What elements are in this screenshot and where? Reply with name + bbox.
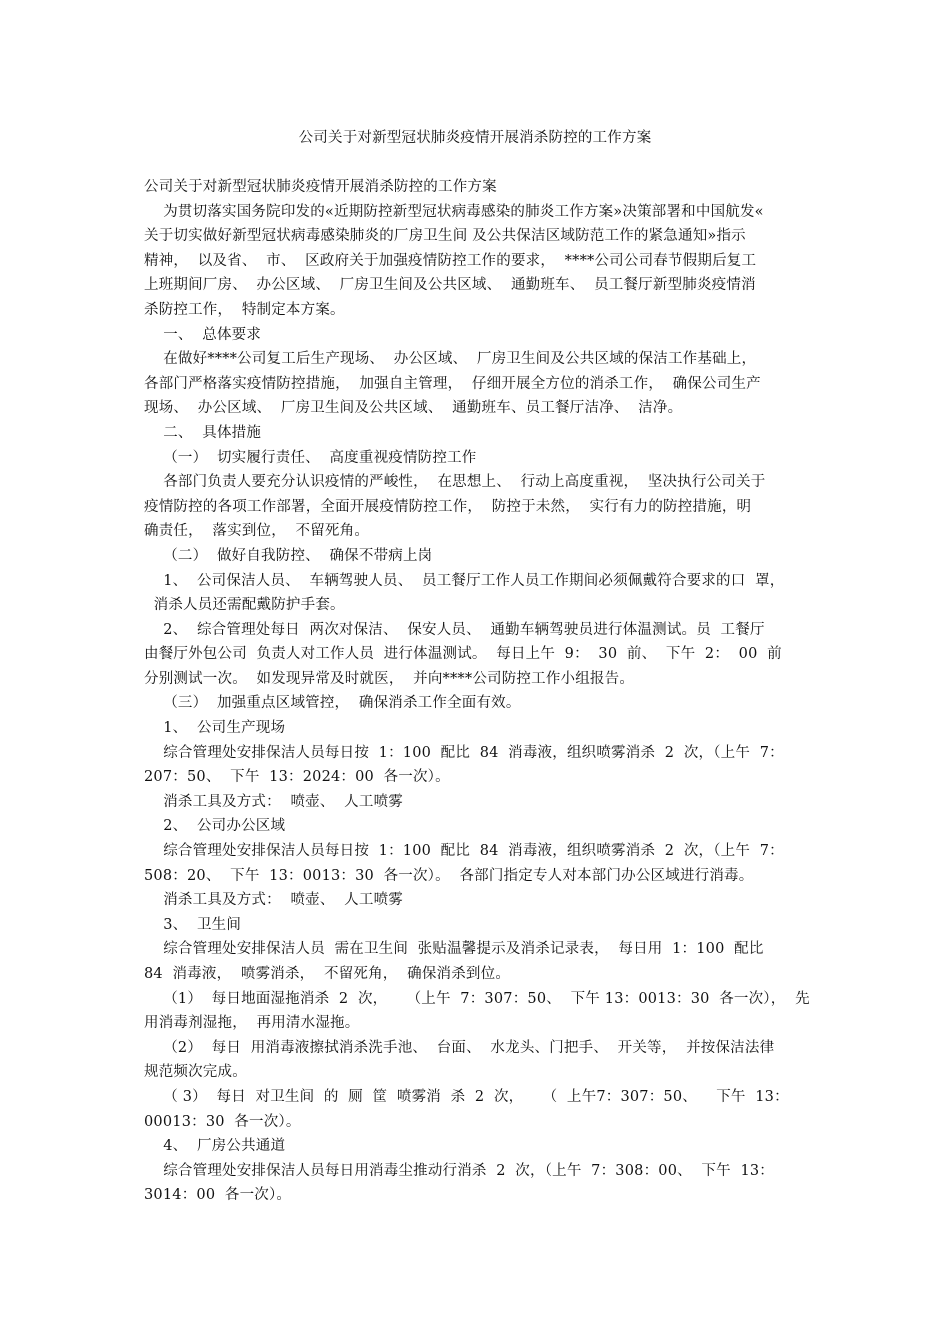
text-line: （三） 加强重点区域管控， 确保消杀工作全面有效。 bbox=[144, 695, 521, 712]
text-line: 消杀人员还需配戴防护手套。 bbox=[144, 597, 345, 614]
text-line: 消杀工具及方式： 喷壶、 人工喷雾 bbox=[144, 793, 403, 810]
text-line: 综合管理处安排保洁人员每日按 1：100 配比 84 消毒液，组织喷雾消杀 2 次，（上午 7： bbox=[144, 843, 784, 860]
text-line: 各部门负责人要充分认识疫情的严峻性， 在思想上、 行动上高度重视， 坚决执行公司关于 bbox=[144, 474, 766, 491]
text-line: 84 消毒液， 喷雾消杀， 不留死角， 确保消杀到位。 bbox=[144, 966, 511, 982]
text-line: 上班期间厂房、 办公区域、 厂房卫生间及公共区域、 通勤班车、 员工餐厅新型肺炎疫情消 bbox=[144, 277, 756, 294]
document-title: 公司关于对新型冠状肺炎疫情开展消杀防控的工作方案 bbox=[298, 130, 652, 146]
text-line: 综合管理处安排保洁人员每日用消毒尘推动行消杀 2 次，（上午 7：308：00、 下午 13： bbox=[144, 1162, 775, 1179]
text-line: 确责任， 落实到位， 不留死角。 bbox=[144, 523, 370, 540]
text-line: 公司关于对新型冠状肺炎疫情开展消杀防控的工作方案 bbox=[144, 179, 497, 195]
text-line: 3、 卫生间 bbox=[144, 916, 242, 933]
text-line: 杀防控工作， 特制定本方案。 bbox=[144, 301, 345, 318]
text-line: 综合管理处安排保洁人员 需在卫生间 张贴温馨提示及消杀记录表， 每日用 1：100 配比 bbox=[144, 941, 764, 958]
text-line: 2、 公司办公区域 bbox=[144, 818, 286, 835]
text-line: 疫情防控的各项工作部署，全面开展疫情防控工作， 防控于未然， 实行有力的防控措施，明 bbox=[144, 498, 752, 515]
text-line: （1） 每日地面湿拖消杀 2 次， （上午 7：307：50、 下午 13：0013：30 各一次）， 先 bbox=[144, 990, 810, 1007]
text-line: 为贯切落实国务院印发的«近期防控新型冠状病毒感染的肺炎工作方案»决策部署和中国航发« bbox=[144, 203, 764, 220]
text-line: 精神， 以及省、 市、 区政府关于加强疫情防控工作的要求， ****公司公司春节假期后复工 bbox=[144, 252, 757, 269]
text-line: 由餐厅外包公司 负责人对工作人员 进行体温测试。 每日上午 9： 30 前、 下午 2： 00 前 bbox=[144, 646, 782, 663]
text-line: 508：20、 下午 13：0013：30 各一次）。 各部门指定专人对本部门办公区域进行消毒。 bbox=[144, 867, 754, 884]
text-line: 1、 公司保洁人员、 车辆驾驶人员、 员工餐厅工作人员工作期间必须佩戴符合要求的口 罩， bbox=[144, 572, 785, 589]
text-line: （二） 做好自我防控、 确保不带病上岗 bbox=[144, 547, 433, 564]
text-line: 分别测试一次。 如发现异常及时就医， 并向****公司防控工作小组报告。 bbox=[144, 670, 635, 687]
text-line: 综合管理处安排保洁人员每日按 1：100 配比 84 消毒液，组织喷雾消杀 2 次，（上午 7： bbox=[144, 744, 784, 761]
text-line: 用消毒剂湿拖， 再用清水湿拖。 bbox=[144, 1015, 360, 1032]
text-line: （一） 切实履行责任、 高度重视疫情防控工作 bbox=[144, 449, 477, 466]
text-line: 二、 具体措施 bbox=[144, 424, 262, 441]
text-line: 207：50、 下午 13：2024：00 各一次）。 bbox=[144, 769, 450, 786]
text-line: 现场、 办公区域、 厂房卫生间及公共区域、 通勤班车、员工餐厅洁净、 洁净。 bbox=[144, 400, 683, 417]
text-line: （2） 每日 用消毒液擦拭消杀洗手池、 台面、 水龙头、门把手、 开关等， 并按保洁法律 bbox=[144, 1039, 775, 1056]
text-line: 关于切实做好新型冠状病毒感染肺炎的厂房卫生间 及公共保洁区域防范工作的紧急通知»指示 bbox=[144, 228, 746, 245]
text-line: 3014：00 各一次）。 bbox=[144, 1187, 292, 1204]
text-line: 2、 综合管理处每日 两次对保洁、 保安人员、 通勤车辆驾驶员进行体温测试。员 工餐厅 bbox=[144, 621, 765, 638]
text-line: 1、 公司生产现场 bbox=[144, 720, 286, 737]
text-line: 一、 总体要求 bbox=[144, 326, 262, 343]
text-line: 各部门严格落实疫情防控措施， 加强自主管理， 仔细开展全方位的消杀工作， 确保公司生产 bbox=[144, 375, 761, 392]
text-line: 00013：30 各一次）。 bbox=[144, 1113, 301, 1130]
text-line: 规范频次完成。 bbox=[144, 1064, 247, 1081]
text-line: （ 3） 每日 对卫生间 的 厕 筐 喷雾消 杀 2 次， （ 上午7：307：50、 下午 13： bbox=[144, 1088, 789, 1105]
text-line: 消杀工具及方式： 喷壶、 人工喷雾 bbox=[144, 892, 403, 909]
document-body bbox=[144, 175, 814, 1208]
text-line: 在做好****公司复工后生产现场、 办公区域、 厂房卫生间及公共区域的保洁工作基础上， bbox=[144, 351, 757, 368]
text-line: 4、 厂房公共通道 bbox=[144, 1138, 286, 1155]
